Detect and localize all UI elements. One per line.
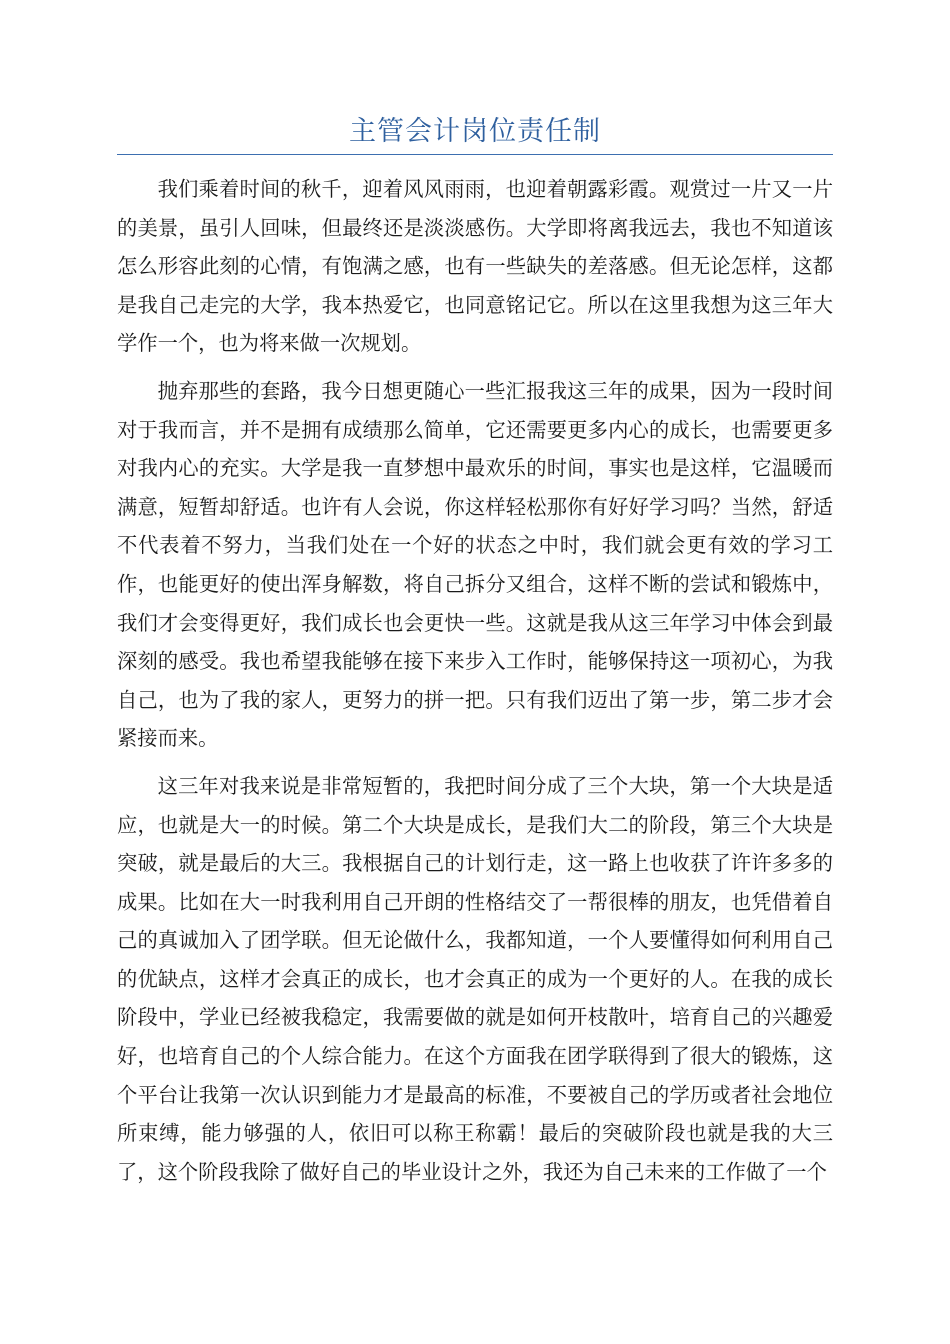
paragraph-1: 我们乘着时间的秋千，迎着风风雨雨，也迎着朝露彩霞。观赏过一片又一片的美景，虽引人回味，但最终还是淡淡感伤。大学即将离我远去，我也不知道该怎么形容此刻的心情，有饱满之感，也有一些缺失的差落感。但无论怎样，这都是我自己走完的大学，我本热爱它，也同意铭记它。所以在这里我想为这三年大学作一个，也为将来做一次规划。	[117, 177, 833, 356]
document-title: 主管会计岗位责任制	[349, 116, 601, 147]
document-body	[117, 170, 833, 1200]
paragraph-3: 这三年对我来说是非常短暂的，我把时间分成了三个大块，第一个大块是适应，也就是大一的时候。第二个大块是成长，是我们大二的阶段，第三个大块是突破，就是最后的大三。我根据自己的计划行走，这一路上也收获了许许多多的成果。比如在大一时我利用自己开朗的性格结交了一帮很棒的朋友，也凭借着自己的真诚加入了团学联。但无论做什么，我都知道，一个人要懂得如何利用自己的优缺点，这样才会真正的成长，也才会真正的成为一个更好的人。在我的成长阶段中，学业已经被我稳定，我需要做的就是如何开枝散叶，培育自己的兴趣爱好，也培育自己的个人综合能力。在这个方面我在团学联得到了很大的锻炼，这个平台让我第一次认识到能力才是最高的标准，不要被自己的学历或者社会地位所束缚，能力够强的人，依旧可以称王称霸！最后的突破阶段也就是我的大三了，这个阶段我除了做好自己的毕业设计之外，我还为自己未来的工作做了一个	[117, 773, 833, 1184]
paragraph-2: 抛弃那些的套路，我今日想更随心一些汇报我这三年的成果，因为一段时间对于我而言，并不是拥有成绩那么简单，它还需要更多内心的成长，也需要更多对我内心的充实。大学是我一直梦想中最欢乐的时间，事实也是这样，它温暖而满意，短暂却舒适。也许有人会说，你这样轻松那你有好好学习吗？当然，舒适不代表着不努力，当我们处在一个好的状态之中时，我们就会更有效的学习工作，也能更好的使出浑身解数，将自己拆分又组合，这样不断的尝试和锻炼中，我们才会变得更好，我们成长也会更快一些。这就是我从这三年学习中体会到最深刻的感受。我也希望我能够在接下来步入工作时，能够保持这一项初心，为我自己，也为了我的家人，更努力的拼一把。只有我们迈出了第一步，第二步才会紧接而来。	[117, 378, 833, 751]
title-underline	[117, 154, 833, 155]
